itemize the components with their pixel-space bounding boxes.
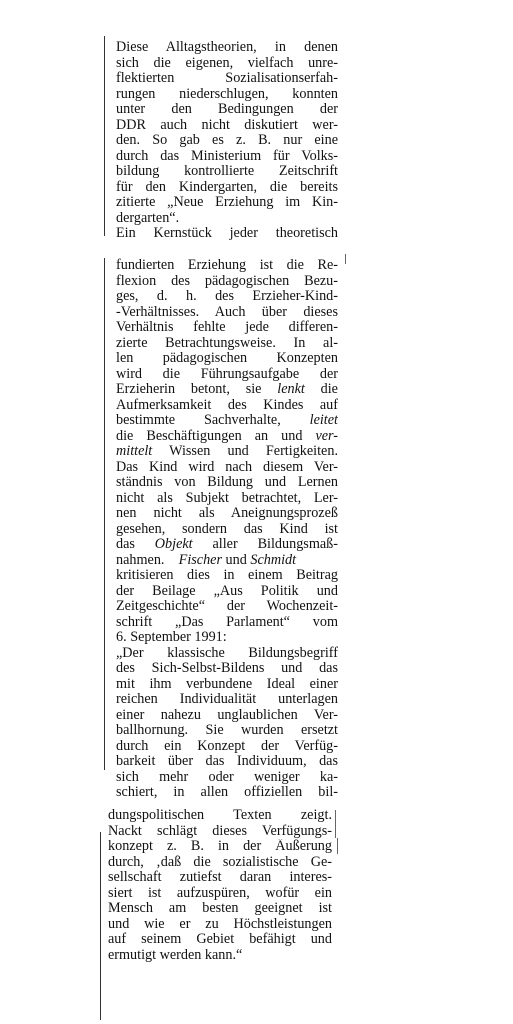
text-line: durch das Ministerium für Volks- xyxy=(116,148,338,164)
text-segment: die xyxy=(304,382,338,397)
text-line: konzept z. B. in der Äußerung xyxy=(108,839,332,854)
text-line xyxy=(116,429,338,445)
text-segment: die Beschäftigungen an und xyxy=(116,428,316,444)
text-line: -Verhältnisses. Auch über dieses xyxy=(116,304,338,320)
text-line: sich mehr oder weniger ka- xyxy=(116,769,338,785)
text-line: den. So gab es z. B. nur eine xyxy=(116,133,338,148)
text-line: wird die Führungsaufgabe der xyxy=(116,366,338,382)
text-line: und wie er zu Höchstleistungen xyxy=(108,916,332,932)
emphasis: leitet xyxy=(309,413,338,428)
text-line: sich die eigenen, vielfach unre- xyxy=(116,55,338,71)
column-rule-4 xyxy=(100,832,101,1020)
text-line xyxy=(116,382,338,398)
text-line xyxy=(116,444,338,460)
text-segment: Erzieherin betont, sie xyxy=(116,382,278,397)
text-line: für den Kindergarten, die bereits xyxy=(116,179,338,195)
text-line: nicht als Subjekt betrachtet, Ler- xyxy=(116,490,338,506)
margin-mark-3 xyxy=(337,838,338,854)
text-line: reichen Individualität unterlagen xyxy=(116,692,338,707)
column-rule-3 xyxy=(104,470,105,770)
margin-mark-1 xyxy=(345,254,346,264)
text-line: Diese Alltagstheorien, in denen xyxy=(116,40,338,55)
emphasis: lenkt xyxy=(277,382,305,397)
text-line: Aufmerksamkeit des Kindes auf xyxy=(116,397,338,413)
text-line: sellschaft zutiefst daran interes- xyxy=(108,870,332,885)
text-line: ständnis von Bildung und Lernen xyxy=(116,475,338,490)
text-line: einer nahezu unglaublichen Ver- xyxy=(116,707,338,723)
text-segment: bestimmte Sachverhalte, xyxy=(116,413,310,428)
text-line: mit ihm verbundene Ideal einer xyxy=(116,676,338,692)
text-line: nen nicht als Aneignungsprozeß xyxy=(116,506,338,521)
text-line: Mensch am besten geeignet ist xyxy=(108,901,332,916)
text-line xyxy=(116,553,338,569)
text-segment: und xyxy=(222,551,251,568)
text-segment: Wissen und Fertigkeiten. xyxy=(152,444,338,459)
text-segment: das xyxy=(116,537,155,552)
column-rule-1 xyxy=(104,36,105,236)
text-line: ballhornung. Sie wurden ersetzt xyxy=(116,723,338,738)
text-line: der Beilage „Aus Politik und xyxy=(116,583,338,599)
paragraph-block-3 xyxy=(108,808,332,963)
text-line: durch, ‚daß die sozialistische Ge- xyxy=(108,854,332,870)
text-line: Nackt schlägt dieses Verfügungs- xyxy=(108,823,332,839)
text-line: schiert, in allen offiziellen bil- xyxy=(116,785,338,800)
paragraph-block-1 xyxy=(116,40,338,242)
text-line: Das Kind wird nach diesem Ver- xyxy=(116,459,338,475)
text-line: ges, d. h. des Erzieher-Kind- xyxy=(116,289,338,304)
text-line: gesehen, sondern das Kind ist xyxy=(116,521,338,537)
text-line: bildung kontrollierte Zeitschrift xyxy=(116,164,338,179)
text-line: zierte Betrachtungsweise. In al- xyxy=(116,335,338,351)
text-line: „Der klassische Bildungsbegriff xyxy=(116,645,338,661)
emphasis: mittelt xyxy=(116,444,153,459)
text-line: Ein Kernstück jeder theoretisch xyxy=(116,226,338,241)
text-line: fundierten Erziehung ist die Re- xyxy=(116,258,338,273)
text-line: dergarten“. xyxy=(116,209,180,226)
text-line: zitierte „Neue Erziehung im Kin- xyxy=(116,195,338,210)
column-rule-2 xyxy=(104,258,105,476)
text-line: siert ist aufzuspüren, wofür ein xyxy=(108,885,332,901)
text-line: dungspolitischen Texten zeigt. xyxy=(108,808,332,823)
text-line: rungen niederschlugen, konnten xyxy=(116,86,338,102)
text-segment: aller Bildungsmaß- xyxy=(192,537,338,552)
text-line: unter den Bedingungen der xyxy=(116,102,338,117)
emphasis: Schmidt xyxy=(250,551,297,568)
text-line: Zeitgeschichte“ der Wochenzeit- xyxy=(116,599,338,614)
text-line: len pädagogischen Konzepten xyxy=(116,351,338,366)
text-line: auf seinem Gebiet befähigt und xyxy=(108,932,332,947)
text-line: schrift „Das Parlament“ vom xyxy=(116,614,338,630)
margin-mark-2 xyxy=(335,810,336,838)
text-line: ermutigt werden kann.“ xyxy=(108,946,243,963)
emphasis: Objekt xyxy=(154,537,193,552)
text-line: durch ein Konzept der Verfüg- xyxy=(116,738,338,754)
paragraph-block-2 xyxy=(116,258,338,801)
text-line: barkeit über das Individuum, das xyxy=(116,754,338,769)
text-segment: nahmen. xyxy=(116,551,179,568)
text-line: des Sich-Selbst-Bildens und das xyxy=(116,661,338,676)
text-line xyxy=(116,413,338,429)
emphasis: ver- xyxy=(315,428,338,444)
text-line: DDR auch nicht diskutiert wer- xyxy=(116,117,338,133)
text-line xyxy=(116,537,338,553)
text-line: kritisieren dies in einem Beitrag xyxy=(116,568,338,583)
text-line: flektierten Sozialisationserfah- xyxy=(116,71,338,86)
text-line: 6. September 1991: xyxy=(116,629,227,645)
emphasis: Fischer xyxy=(178,551,222,568)
text-line: flexion des pädagogischen Bezu- xyxy=(116,273,338,289)
text-line: Verhältnis fehlte jede differen- xyxy=(116,320,338,335)
